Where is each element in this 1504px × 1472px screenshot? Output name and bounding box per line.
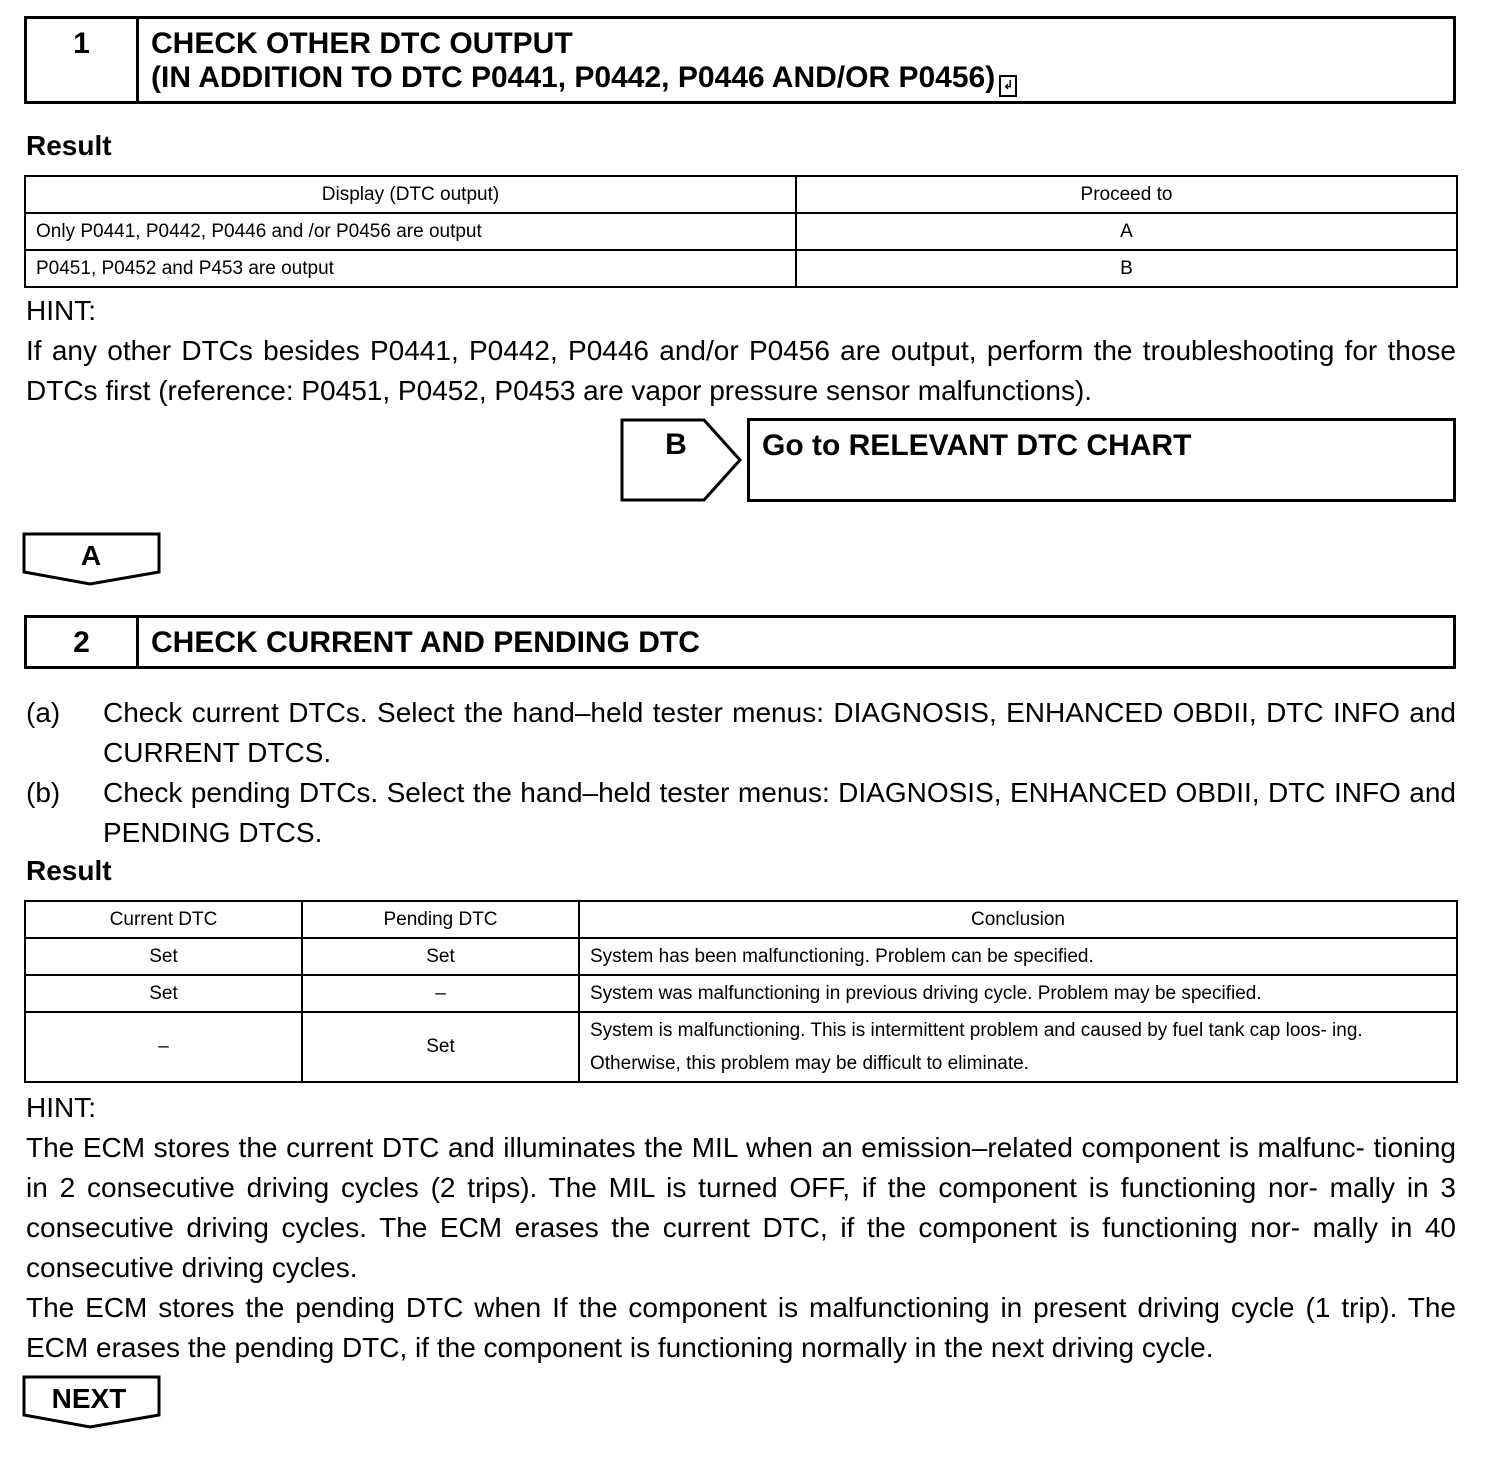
table-cell: Set	[25, 975, 302, 1012]
next-label: NEXT	[51, 1383, 127, 1414]
table-cell: –	[302, 975, 579, 1012]
hint-text: The ECM stores the pending DTC when If the component is malfunctioning in present driving cycle (1 trip). The ECM erases the pending DTC, if the component is functioning normally in the next driving cycle.	[26, 1292, 1456, 1363]
hint-text: The ECM stores the current DTC and illuminates the MIL when an emission–related component is malfunc- tioning in 2 consecutive driving cycles (2 trips). The MIL is turned OFF, if the component is functioning nor- mally in 3 consecutive driving cycles. The ECM erases the current DTC, if the component is functioning nor- mally in 40 consecutive driving cycles.	[26, 1132, 1456, 1283]
go-to-chart-box: Go to RELEVANT DTC CHART	[747, 418, 1456, 502]
list-item-text: Check current DTCs. Select the hand–held tester menus: DIAGNOSIS, ENHANCED OBDII, DTC INFO and CURRENT DTCS.	[103, 697, 1456, 768]
table-cell: Set	[302, 1012, 579, 1082]
table-header-cell: Conclusion	[579, 901, 1457, 938]
step-2-header	[24, 615, 1456, 669]
table-cell: A	[796, 213, 1457, 250]
result-label: Result	[26, 130, 112, 161]
result-table-1	[24, 175, 1458, 288]
table-header-cell: Proceed to	[796, 176, 1457, 213]
result-a-label: A	[80, 540, 102, 571]
table-cell: System is malfunctioning. This is intermittent problem and caused by fuel tank cap loos- ing. Otherwise, this problem may be difficult to eliminate.	[579, 1012, 1457, 1082]
table-cell: B	[796, 250, 1457, 287]
table-header-cell: Current DTC	[25, 901, 302, 938]
hint-label: HINT:	[26, 1092, 96, 1123]
table-row	[25, 250, 1457, 287]
result-b-label: B	[665, 428, 687, 461]
table-cell: System was malfunctioning in previous driving cycle. Problem may be specified.	[579, 975, 1457, 1012]
table-cell: Only P0441, P0442, P0446 and /or P0456 are output	[25, 213, 796, 250]
table-cell: System has been malfunctioning. Problem can be specified.	[579, 938, 1457, 975]
list-item-text: Check pending DTCs. Select the hand–held tester menus: DIAGNOSIS, ENHANCED OBDII, DTC INFO and PENDING DTCS.	[103, 777, 1456, 848]
hint-text: If any other DTCs besides P0441, P0442, P0446 and/or P0456 are output, perform the troubleshooting for those DTCs first (reference: P0451, P0452, P0453 are vapor pressure sensor malfunctions).	[26, 335, 1456, 406]
step-number: 2	[27, 618, 139, 666]
hint-1	[26, 291, 1456, 411]
step-number: 1	[27, 19, 139, 101]
step-title: CHECK CURRENT AND PENDING DTC	[151, 626, 700, 659]
step-title-line-2: (IN ADDITION TO DTC P0441, P0442, P0446 AND/OR P0456) ↲	[151, 61, 1453, 97]
hint-2	[26, 1088, 1456, 1368]
table-header-row	[25, 901, 1457, 938]
result-label: Result	[26, 855, 112, 886]
list-item-label: (a)	[26, 697, 61, 728]
return-symbol-icon: ↲	[999, 75, 1017, 97]
hint-label: HINT:	[26, 295, 96, 326]
table-cell: Set	[25, 938, 302, 975]
table-header-cell: Display (DTC output)	[25, 176, 796, 213]
step-title	[139, 19, 1453, 101]
table-cell: P0451, P0452 and P453 are output	[25, 250, 796, 287]
table-row	[25, 213, 1457, 250]
step-title-line-1: CHECK OTHER DTC OUTPUT	[151, 27, 573, 60]
list-item	[26, 693, 1456, 773]
table-row	[25, 1012, 1457, 1082]
table-row	[25, 975, 1457, 1012]
table-cell: –	[25, 1012, 302, 1082]
step-1-header	[24, 16, 1456, 104]
list-item-label: (b)	[26, 777, 61, 808]
table-header-row	[25, 176, 1457, 213]
result-table-2	[24, 900, 1458, 1083]
table-cell: Set	[302, 938, 579, 975]
table-header-cell: Pending DTC	[302, 901, 579, 938]
list-item	[26, 773, 1456, 853]
table-row	[25, 938, 1457, 975]
